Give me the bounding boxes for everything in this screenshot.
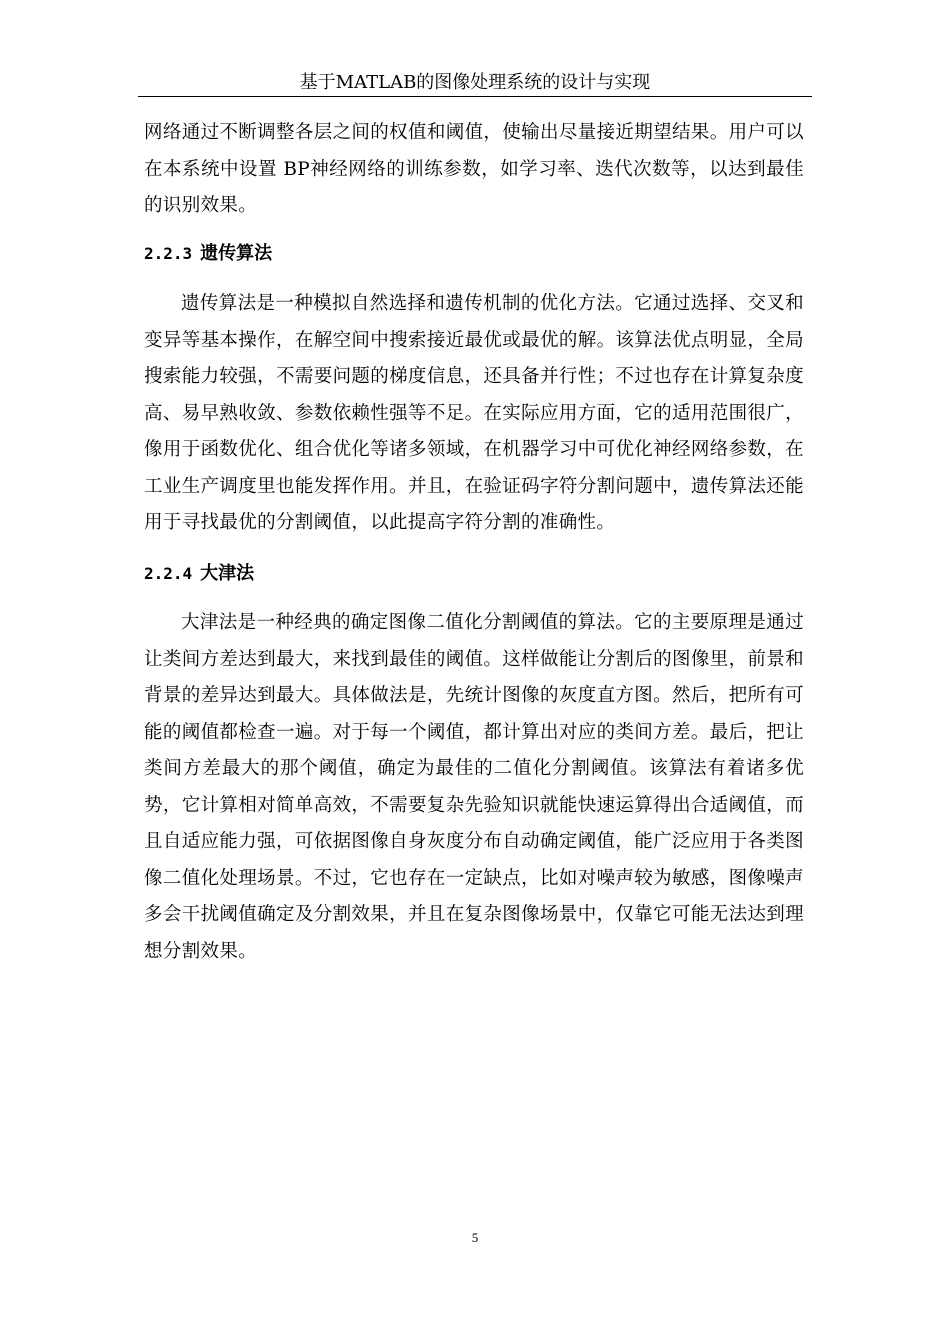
page-number: 5	[471, 1230, 479, 1245]
otsu-method-paragraph: 大津法是一种经典的确定图像二值化分割阈值的算法。它的主要原理是通过让类间方差达到最大，来找到最佳的阈值。这样做能让分割后的图像里，前景和背景的差异达到最大。具体做法是，先统计图像的灰度直方图。然后，把所有可能的阈值都检查一遍。对于每一个阈值，都计算出对应的类间方差。最后，把让类间方差最大的那个阈值，确定为最佳的二值化分割阈值。该算法有着诸多优势，它计算相对简单高效，不需要复杂先验知识就能快速运算得出合适阈值，而且自适应能力强，可依据图像自身灰度分布自动确定阈值，能广泛应用于各类图像二值化处理场景。不过，它也存在一定缺点，比如对噪声较为敏感，图像噪声多会干扰阈值确定及分割效果，并且在复杂图像场景中，仅靠它可能无法达到理想分割效果。	[144, 612, 804, 962]
section-title: 遗传算法	[200, 243, 273, 264]
intro-paragraph: 网络通过不断调整各层之间的权值和阈值，使输出尽量接近期望结果。用户可以在本系统中设置 BP神经网络的训练参数，如学习率、迭代次数等，以达到最佳的识别效果。	[144, 122, 804, 216]
header-divider	[138, 96, 812, 97]
section-number: 2.2.4	[144, 564, 193, 583]
section-heading-2-2-4	[144, 560, 254, 588]
running-header: 基于MATLAB的图像处理系统的设计与实现	[299, 72, 651, 93]
section-heading-2-2-3	[144, 240, 272, 268]
section-number: 2.2.3	[144, 244, 193, 263]
genetic-algorithm-paragraph: 遗传算法是一种模拟自然选择和遗传机制的优化方法。它通过选择、交叉和变异等基本操作，在解空间中搜索接近最优或最优的解。该算法优点明显，全局搜索能力较强，不需要问题的梯度信息，还具备并行性；不过也存在计算复杂度高、易早熟收敛、参数依赖性强等不足。在实际应用方面，它的适用范围很广，像用于函数优化、组合优化等诸多领域，在机器学习中可优化神经网络参数，在工业生产调度里也能发挥作用。并且，在验证码字符分割问题中，遗传算法还能用于寻找最优的分割阈值，以此提高字符分割的准确性。	[144, 293, 804, 533]
section-title: 大津法	[200, 563, 255, 584]
